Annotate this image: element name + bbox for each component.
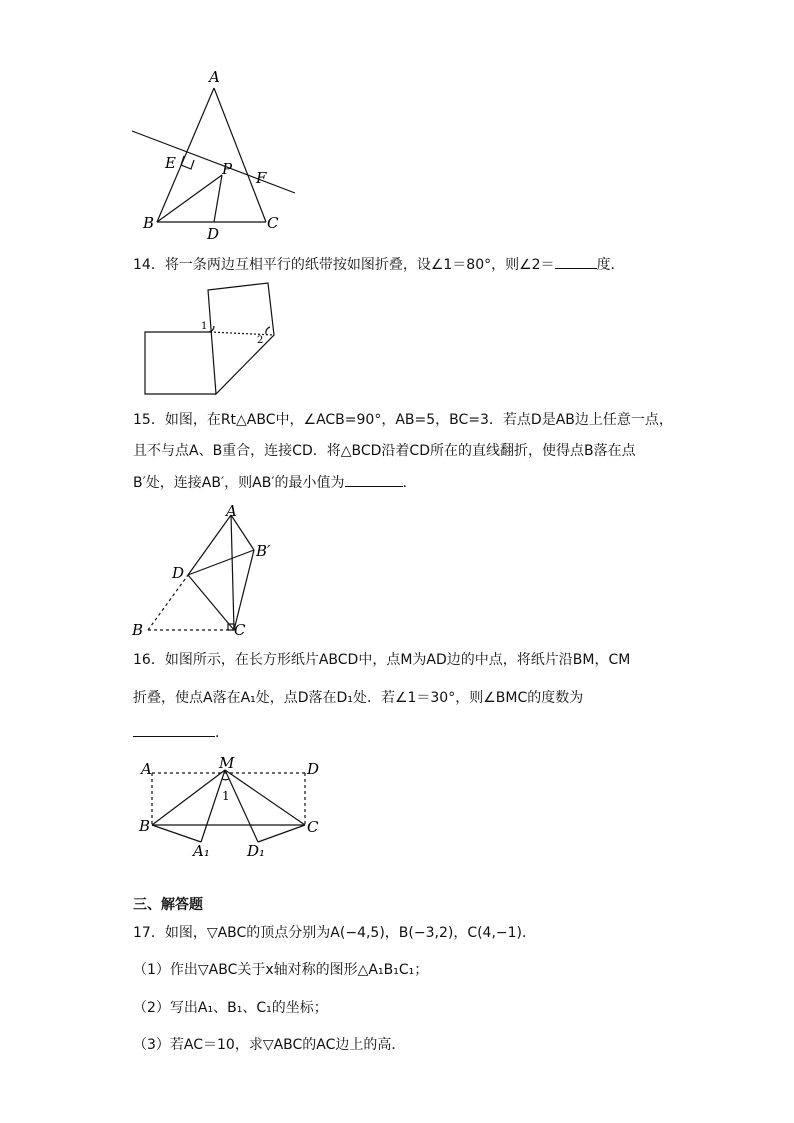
label-F: F	[256, 169, 267, 187]
question-15-line3	[133, 472, 673, 493]
label-M: M	[219, 754, 235, 772]
q14-text: 将一条两边互相平行的纸带按如图折叠，设∠1＝80°，则∠2＝	[164, 257, 555, 273]
label-D: D	[307, 760, 320, 778]
angle2-label: 2	[257, 335, 264, 346]
segment-AB-prime	[231, 515, 254, 550]
angle1-arc	[222, 779, 229, 780]
figure-q15	[128, 500, 278, 640]
q15-number: 15．	[133, 412, 165, 428]
label-B-prime: B′	[256, 542, 271, 560]
segment-B-prime-C	[234, 550, 254, 630]
strip-left-part	[145, 332, 216, 394]
fold-dashed-line	[210, 332, 274, 335]
angle1-label: 1	[201, 321, 208, 332]
label-B: B	[143, 214, 155, 232]
label-A: A	[141, 760, 152, 778]
q15-line1: 如图，在Rt△ABC中，∠ACB=90°，AB=5，BC=3．若点D是AB边上任意一点，	[164, 412, 673, 428]
question-17-item2: （2）写出A₁、B₁、C₁的坐标；	[133, 1000, 328, 1016]
segment-AC	[214, 88, 266, 222]
q15-line3-after: ．	[402, 475, 417, 491]
label-D1: D₁	[247, 842, 266, 860]
segment-DC	[188, 575, 234, 630]
question-14	[133, 254, 673, 275]
label-D: D	[172, 564, 185, 582]
q16-number: 16．	[133, 652, 165, 668]
question-17-item3: （3）若AC＝10，求▽ABC的AC边上的高．	[133, 1037, 406, 1053]
segment-BA1	[152, 825, 201, 842]
segment-MA1	[201, 770, 225, 842]
figure-q16	[133, 752, 328, 864]
angle2-arc	[266, 327, 270, 334]
question-16-line3	[133, 722, 673, 743]
q16-answer-blank[interactable]	[133, 722, 215, 737]
segment-PD	[214, 175, 222, 222]
segment-AC	[231, 515, 234, 630]
label-C: C	[234, 621, 246, 639]
q15-line3: B′处，连接AB′，则AB′的最小值为	[133, 475, 345, 491]
q16-line3-after: ．	[215, 725, 229, 741]
label-E: E	[165, 154, 176, 172]
section-3-title: 三、解答题	[133, 897, 203, 913]
question-17-line1	[133, 923, 673, 943]
label-A: A	[209, 68, 220, 86]
q14-number: 14．	[133, 257, 165, 273]
q17-number: 17．	[133, 925, 165, 941]
question-17-item1: （1）作出▽ABC关于x轴对称的图形△A₁B₁C₁；	[133, 962, 429, 978]
q14-answer-blank[interactable]	[555, 254, 597, 269]
q15-answer-blank[interactable]	[345, 472, 403, 487]
question-15-line2: 且不与点A、B重合，连接CD．将△BCD沿着CD所在的直线翻折，使得点B落在点	[133, 443, 636, 459]
label-C: C	[307, 818, 319, 836]
label-D: D	[207, 225, 220, 243]
segment-AD	[188, 515, 231, 575]
label-A: A	[226, 502, 237, 520]
line-EF	[132, 131, 295, 193]
q14-text-after: 度．	[596, 257, 625, 273]
label-B: B	[139, 817, 151, 835]
label-P: P	[222, 160, 233, 178]
angle1-label: 1	[222, 789, 230, 803]
question-15-line1	[133, 410, 673, 430]
label-A1: A₁	[193, 842, 210, 860]
question-16-line2: 折叠，使点A落在A₁处，点D落在D₁处．若∠1＝30°，则∠BMC的度数为	[133, 690, 584, 706]
strip-folded-part	[208, 283, 274, 394]
segment-MB	[152, 770, 225, 825]
segment-DB-prime	[188, 550, 254, 575]
label-B: B	[132, 621, 144, 639]
question-16-line1	[133, 650, 673, 670]
figure-q14	[140, 280, 285, 398]
figure-q13	[125, 65, 310, 245]
q16-line1: 如图所示，在长方形纸片ABCD中，点M为AD边的中点，将纸片沿BM，CM	[164, 652, 631, 668]
dashed-BD	[148, 575, 188, 630]
segment-CD1	[258, 825, 305, 842]
label-C: C	[267, 214, 279, 232]
q17-line1: 如图，▽ABC的顶点分别为A(−4,5)，B(−3,2)，C(4,−1)．	[164, 925, 537, 941]
